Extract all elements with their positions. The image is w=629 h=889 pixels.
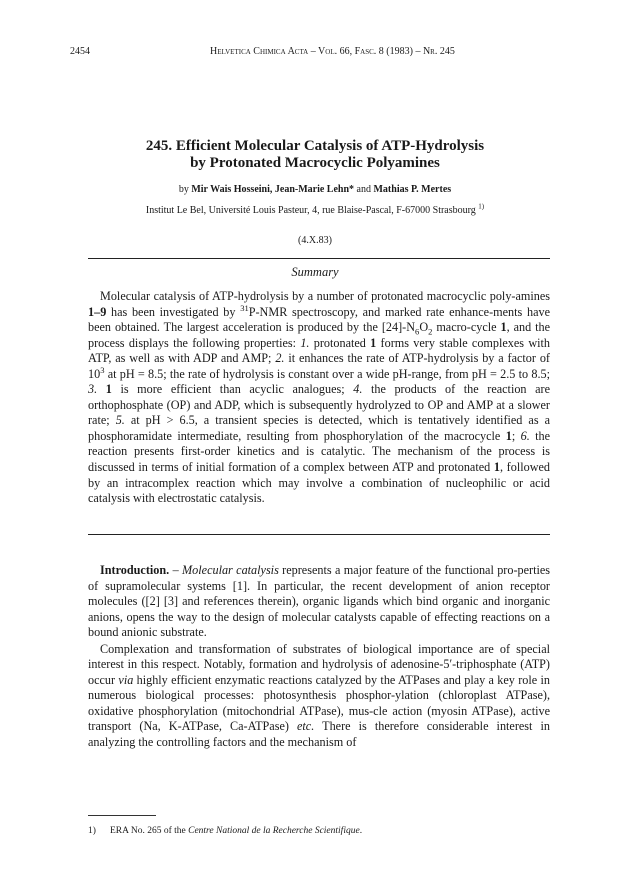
- affiliation-text: Institut Le Bel, Université Louis Pasteur, 4, rue Blaise-Pascal, F-67000 Strasbourg: [145, 205, 476, 216]
- summary-bottom-rule: [88, 534, 550, 535]
- summary-heading: Summary: [291, 265, 339, 279]
- and-label: and: [356, 184, 371, 195]
- title-line-1: 245. Efficient Molecular Catalysis of ATP-Hydrolysis: [145, 138, 485, 154]
- author-names-2: Mathias P. Mertes: [373, 184, 452, 195]
- introduction-section: [88, 563, 550, 750]
- introduction-heading: Introduction.: [100, 563, 170, 577]
- page-number: 2454: [70, 46, 90, 57]
- affiliation: [70, 202, 560, 217]
- author-names-1: Mir Wais Hosseini, Jean-Marie Lehn*: [191, 184, 355, 195]
- footnote: 1) ERA No. 265 of the Centre National de la Recherche Scientifique.: [88, 826, 363, 836]
- footnote-marker: 1): [88, 826, 96, 836]
- footnote-rule: [88, 815, 156, 816]
- received-date: (4.X.83): [298, 235, 332, 246]
- intro-paragraph-2: Complexation and transformation of substrates of biological importance are of special interest in this respect. Notably, formation and hydrolysis of adenosine-5′-triphosphate (ATP) occur via highly efficient enzymatic reactions catalyzed by the ATPases and play a key role in numerous biological processes: photosynthesis phosphor-ylation (chloroplast ATPase), oxidative phosphorylation (mitochondrial ATPase), mus-cle action (myosin ATPase), active transport (Na, K-ATPase, Ca-ATPase) etc. There is therefore considerable interest in analyzing the controlling factors and the mechanism of: [88, 641, 550, 749]
- summary-body: [88, 289, 550, 507]
- summary-top-rule: [88, 258, 550, 259]
- affiliation-footnote-marker: 1): [478, 202, 485, 211]
- summary-paragraph: Molecular catalysis of ATP-hydrolysis by a number of protonated macrocyclic poly-amines 1–9 has been investigated by $^{31}$P-NMR spectroscopy, and marked rate enhance-ments have been obtained. The largest acceleration is produced by the $[24]-N_6O_2$ macro-cycle 1, and the process displays the following properties: 1. protonated 1 forms very stable complexes with ATP, as well as with ADP and AMP; 2. it enhances the rate of ATP-hydrolysis by a factor of $10^3$ at pH = 8.5; the rate of hydrolysis is constant over a wide pH-range, from pH = 2.5 to 8.5; 3. 1 is more efficient than acyclic analogues; 4. the products of the reaction are orthophosphate (OP) and ADP, which is subsequently hydrolyzed to OP and AMP at a slower rate; 5. at pH > 6.5, a transient species is detected, which is tentatively identified as a phosphoramidate intermediate, resulting from phosphorylation of the macrocycle 1; 6. the reaction presents first-order kinetics and is catalytic. The mechanism of the process is discussed in terms of initial formation of a complex between ATP and protonated 1, followed by an intracomplex reaction which may involve a combination of nucleophilic or acid catalysis with electrostatic catalysis.: [88, 289, 551, 506]
- article-title: [70, 138, 560, 172]
- author-line: [70, 184, 560, 196]
- running-head: Helvetica Chimica Acta – Vol. 66, Fasc. 8 (1983) – Nr. 245: [210, 46, 455, 57]
- intro-paragraph-1: Introduction. – Molecular catalysis represents a major feature of the functional pro-perties of supramolecular systems [1]. In particular, the recent development of anion receptor molecules ([2] [3] and references therein), organic ligands which bind organic and inorganic anions, opens the way to the design of molecular catalysts capable of effecting reactions on a bound anionic substrate.: [88, 563, 551, 639]
- by-label: by: [178, 184, 189, 195]
- title-line-2: by Protonated Macrocyclic Polyamines: [190, 155, 440, 171]
